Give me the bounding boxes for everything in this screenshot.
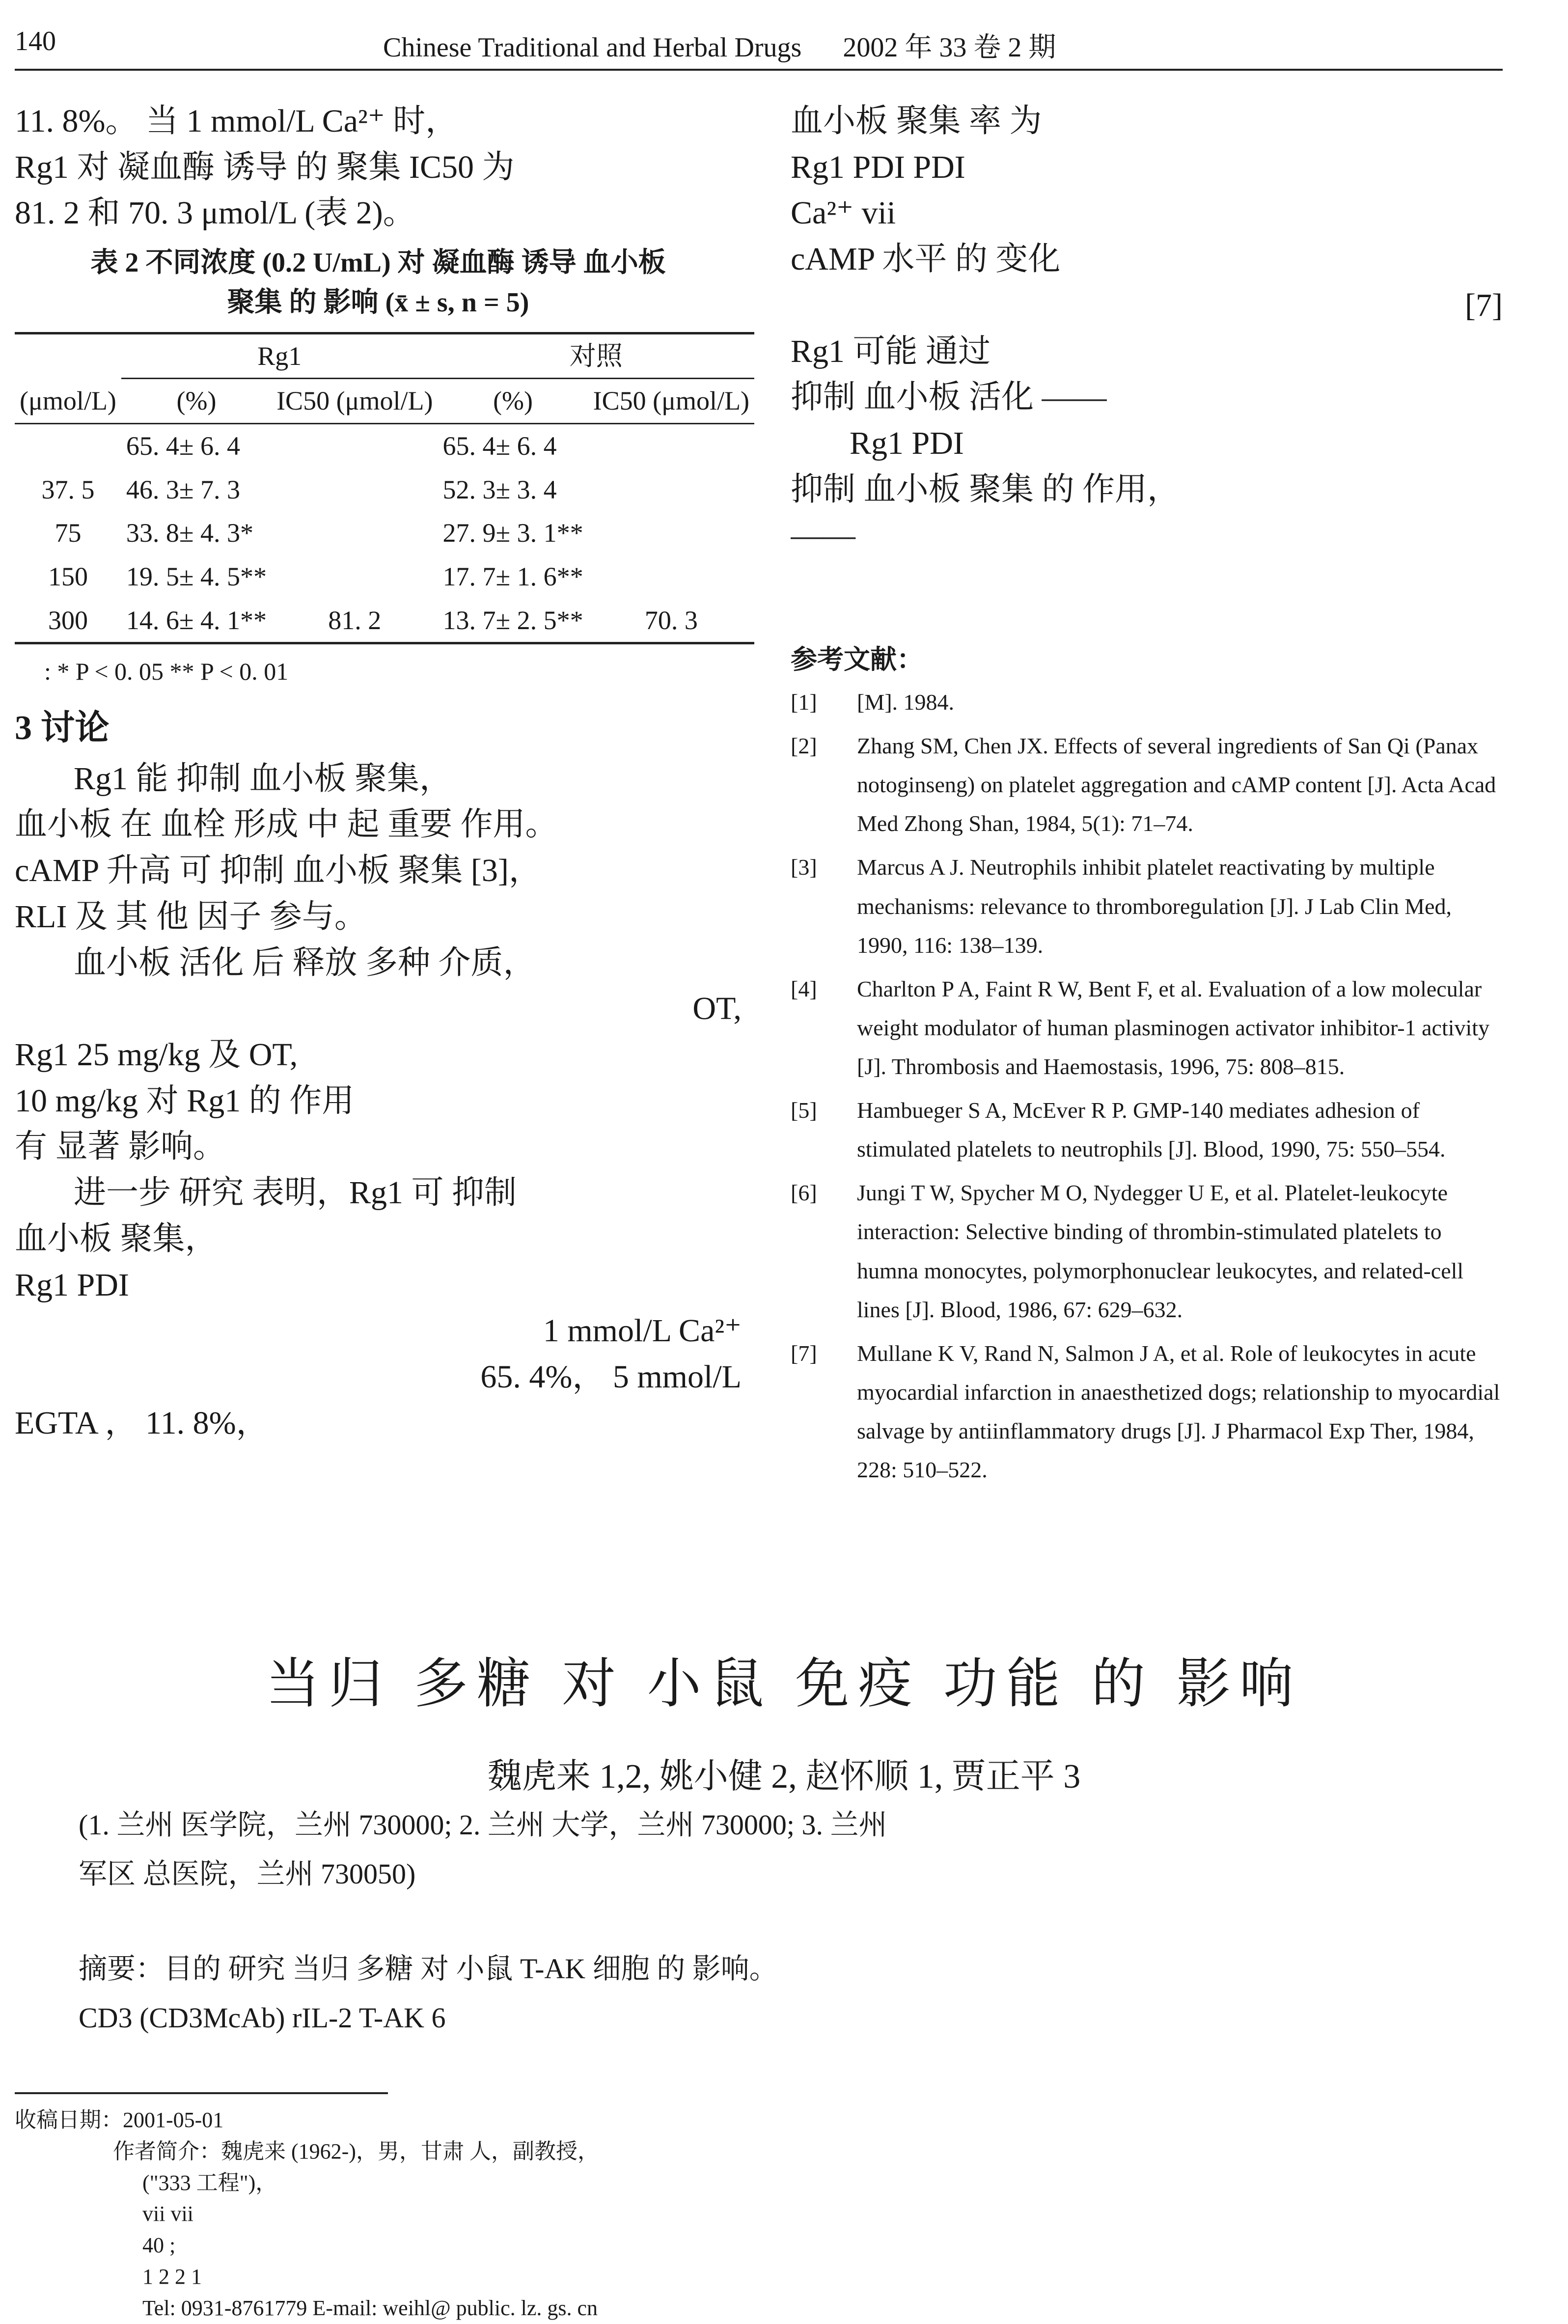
right-column — [791, 98, 1503, 558]
article-title: 当归 多糖 对 小鼠 免疫 功能 的 影响 — [266, 1654, 1302, 1714]
right-paragraph-1: 血小板 聚集 率 为 Rg1 PDI PDI Ca²⁺ vii cAMP 水平 的 变化 [7] Rg1 可能 通过 抑制 血小板 活化 —— — [791, 103, 1503, 415]
author-bio: vii vii — [142, 2202, 193, 2226]
affiliation-line-1: (1. 兰州 医学院，兰州 730000; 2. 兰州 大学，兰州 730000; 3. 兰州 — [79, 1809, 887, 1841]
sub-head-rate: (%) — [493, 386, 533, 416]
reference-item: [1] [M]. 1984. — [791, 690, 955, 715]
author-bio: ("333 工程")， — [142, 2170, 277, 2195]
group-head-rg1: Rg1 — [121, 333, 438, 379]
data-table — [15, 332, 754, 645]
abstract-line-2: CD3 (CD3McAb) rIL-2 T-AK 6 — [79, 2002, 446, 2034]
table-row: 75 33. 8± 4. 3* 27. 9± 3. 1** — [55, 518, 583, 548]
left-paragraph-3: 血小板 活化 后 释放 多种 介质， OT, Rg1 25 mg/kg 及 OT, 10 mg/kg 对 Rg1 的 作用 有 显著 影响。 — [15, 944, 742, 1165]
table-2 — [15, 243, 750, 689]
author-bio: 40 ; — [142, 2233, 176, 2258]
footnotes — [15, 2104, 1503, 2324]
received-date: 收稿日期：2001-05-01 — [15, 2108, 224, 2132]
section-heading: 3 讨论 — [15, 709, 110, 747]
author-bio: 作者简介：魏虎来 (1962-)，男，甘肃 人，副教授， — [113, 2139, 599, 2163]
references-heading: 参考文献： — [791, 645, 923, 674]
abstract-line-1: 摘要：目的 研究 当归 多糖 对 小鼠 T-AK 细胞 的 影响。 — [79, 1953, 778, 1985]
col-conc-header: (μmol/L) — [20, 386, 116, 416]
article-authors: 魏虎来 1,2, 姚小健 2, 赵怀顺 1, 贾正平 3 — [487, 1758, 1081, 1796]
page-number: 140 — [15, 26, 56, 56]
table-subtitle: 聚集 的 影响 (x̄ ± s, n = 5) — [227, 287, 529, 318]
left-column — [15, 98, 750, 1446]
table-row: 150 19. 5± 4. 5** 17. 7± 1. 6** — [48, 561, 583, 591]
header-rule — [15, 69, 1503, 71]
table-row: 300 14. 6± 4. 1** 81. 2 13. 7± 2. 5** 70. 3 — [15, 599, 754, 643]
contact-info: Tel: 0931-8761779 E-mail: weihl@ public. lz. gs. cn — [142, 2296, 598, 2320]
sub-head-ic50: IC50 (μmol/L) — [276, 386, 433, 416]
right-paragraph-2: Rg1 PDI 抑制 血小板 聚集 的 作用， —— — [791, 425, 1180, 553]
table-title: 表 2 不同浓度 (0.2 U/mL) 对 凝血酶 诱导 血小板 — [90, 248, 666, 278]
sub-head-rate: (%) — [176, 386, 217, 416]
table-row: 65. 4± 6. 4 65. 4± 6. 4 — [126, 431, 557, 461]
reference-item: [3] Marcus A J. Neutrophils inhibit platelet reactivating by multiple mechanisms: relevance to thromboregulation [J]. J Lab Clin Med, 1990, 116: 138–139. — [791, 855, 1452, 958]
reference-item: [2] Zhang SM, Chen JX. Effects of several ingredients of San Qi (Panax notoginseng) on platelet aggregation and cAMP content [J]. Acta Acad Med Zhong Shan, 1984, 5(1): 71–74. — [791, 733, 1496, 836]
reference-item: [7] Mullane K V, Rand N, Salmon J A, et al. Role of leukocytes in acute myocardial infarction in anaesthetized dogs; relationship to myocardial salvage by antiinflammatory drugs [J]. J Pharmacol Exp Ther, 1984, 228: 510–522. — [791, 1340, 1500, 1483]
footnote-rule — [15, 2092, 388, 2094]
reference-item: [5] Hambueger S A, McEver R P. GMP-140 mediates adhesion of stimulated platelets to neutrophils [J]. Blood, 1990, 75: 550–554. — [791, 1098, 1446, 1162]
running-header: Chinese Traditional and Herbal Drugs 2002 年 33 卷 2 期 — [383, 32, 1056, 63]
table-note: : * P < 0. 05 ** P < 0. 01 — [44, 658, 289, 686]
reference-item: [6] Jungi T W, Spycher M O, Nydegger U E, et al. Platelet-leukocyte interaction: Selective binding of thrombin-stimulated platelets to humna monocytes, polymorphonuclear leukocytes, and related-cell lines [J]. Blood, 1986, 67: 629–632. — [791, 1180, 1464, 1322]
author-bio: 1 2 2 1 — [142, 2264, 202, 2289]
sub-head-ic50: IC50 (μmol/L) — [593, 386, 750, 416]
reference-list — [791, 683, 1503, 1494]
left-paragraph-2: Rg1 能 抑制 血小板 聚集， 血小板 在 血栓 形成 中 起 重要 作用。 cAMP 升高 可 抑制 血小板 聚集 [3]， RLI 及 其 他 因子 参与。 — [15, 760, 558, 935]
left-paragraph-4: 进一步 研究 表明，Rg1 可 抑制 血小板 聚集， Rg1 PDI 1 mmol/L Ca²⁺ 65. 4%， 5 mmol/L EGTA ， 11. 8%， — [15, 1175, 742, 1441]
group-head-control: 对照 — [438, 333, 754, 379]
left-paragraph-1: 11. 8%。 当 1 mmol/L Ca²⁺ 时， Rg1 对 凝血酶 诱导 的 聚集 IC50 为 81. 2 和 70. 3 μmol/L (表 2)。 — [15, 103, 515, 231]
reference-item: [4] Charlton P A, Faint R W, Bent F, et al. Evaluation of a low molecular weight modulator of human plasminogen activator inhibitor-1 activity [J]. Thrombosis and Haemostasis, 1996, 75: 808–815. — [791, 976, 1490, 1079]
affiliation-line-2: 军区 总医院，兰州 730050) — [79, 1858, 416, 1890]
table-row: 37. 5 46. 3± 7. 3 52. 3± 3. 4 — [41, 474, 557, 504]
